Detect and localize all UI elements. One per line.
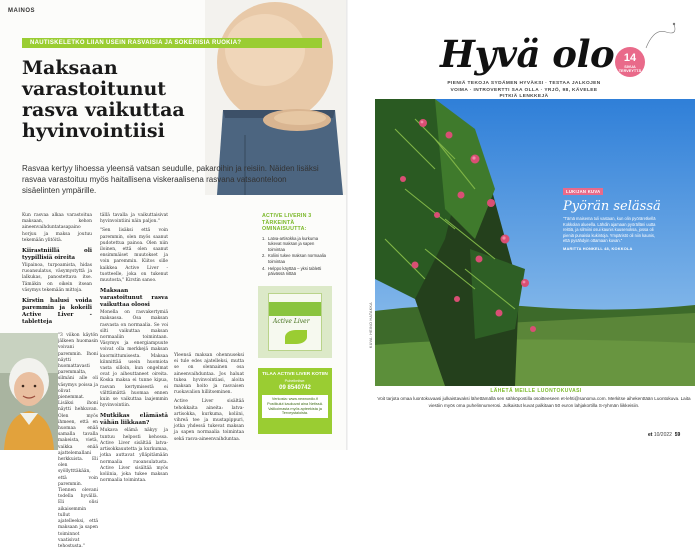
feature-item: 1. Latva-artisokka ja kurkuma tukevat maksan ja sapen toimintaa [262, 235, 319, 252]
order-note: Valikoimasta myös apteekista ja Terveystaloista. [268, 406, 322, 416]
story-title: Pyörän selässä [563, 199, 661, 214]
photo-credit: KUVA: HEINO HATAKKA [369, 302, 373, 348]
magazine-brand: et [648, 432, 653, 438]
section-label: MAINOS [8, 8, 35, 14]
body-column-3 [174, 213, 244, 442]
issue-number: 10/2022 [653, 432, 672, 438]
page-number: 59 [674, 432, 681, 438]
order-title: TILAA ACTIVE LIVER KOTIIN [262, 372, 328, 377]
body-paragraph: Monella on rasvakertymiä maksassa. Osa maksan rasvasta on normaalia. Se voi silti vaikuttaa maksan normaaliin toimintaan. Väsymys ja energiampuute voivat olla merkkejä maksan kuormittumisesta. Maksaa kiinnittää usein huomiota vasta silloin, kun ongelmat ovat jo aiheuttaneet oireita. Koska maksa ei tunne kipua, rasvan kertymisestä ei välttämättä huomaa ennen kuin se vaikuttaa laajemmin hyvinvointiin. [100, 310, 168, 409]
subheading: Kirstin halusi voida paremmin ja kokeili Active Liver -tabletteja [22, 298, 92, 326]
order-box [258, 368, 332, 434]
reader-photo-story [563, 180, 663, 251]
body-paragraph: tällä tavalla ja vaikuttaisivat hyvinvointiini näin paljon." [100, 213, 168, 225]
badge-text: SIVUA TERVEYTTÄ [618, 65, 642, 74]
testimonial-quote: "3 viikon käytön jälkeen huomasin voivani paremmin. Ihoni näytti huomattavasti paremmalta, silmäni alle oli väsymys poissa ja olivat pienemmat. Lisäksi ihoni näytti hehkuvan. Olen myös ihmeen, että en huomaa enää samalla tavalla makeista, vietä, vaikka enää ajattelemallani herkkuista. Eli olen syöllytttäkään, että voin paremmin. Tiennen olevani todella hyvällä. Eli olisi aikaisemmin tullut ajatelleeksi, että maksaan ja sapen toiminnot vaatisivat tehostusta." [58, 333, 98, 549]
pages-badge [615, 47, 645, 77]
order-subtitle: Puhelimitse: [284, 379, 306, 383]
body-paragraph: Yleensä maksan ohennuseksi ei tule edes ajatelleksi, mutta se on olennainen osa aineenvaihduntaa. Jos haluat tukea hyvinvointiasi, aloita maksan hoito ja rasvaisen ruokavalion hillitseminen. [174, 353, 244, 396]
order-note: Postikulut kaukuvat aina Netissä. [267, 401, 323, 406]
order-web-link[interactable]: Verkosta: www.newnordic.fi [271, 397, 319, 401]
feature-item: 2. Koliini tukee maksan normaalia toimintaa [262, 253, 326, 265]
body-paragraph: Active Liver sisältää tehokkaita aineita: latva-artisokka, kurkuma, koliini, vihreä tee ja mustapippuri, jotka yhdessä tukevat maksan ja sapen normaalia toimintaa sekä rasva-aineenvaihduntaa. [174, 399, 244, 442]
product-package [268, 293, 322, 351]
body-column-1 [22, 213, 92, 333]
body-paragraph: "Sen lisäksi että voin paremmin, olen myös saanut pudotettua painoa. Olen niin iloinen, että olen saanut ensimmäiset muutokset ja voin paremmin. Kiitos sille kaikkea Active Liver -tuotteelle, joka on tukenut muutosta," Kirstin sanoo. [100, 228, 168, 284]
body-column-1-quote [58, 333, 98, 549]
features-sidebar [262, 213, 332, 278]
product-image [258, 286, 332, 358]
feature-item: 4. Helppo käyttää – yksi tabletti päivässä riittää [262, 265, 322, 277]
subheading: Kiirastniillä oli tyypillisiä oireita [22, 248, 92, 262]
section-tagline: PIENIÄ TEKOJA SYDÄMEN HYVÄKSI · TESTAA JALKOJEN VOIMA · INTROVERTTI SAA OLLA · YRJÖ, 98, KÄVELEE PITKIÄ LENKKEJÄ [447, 81, 601, 99]
article-headline: Maksaan varastoitunut rasva vaikuttaa hyvinvointiisi [22, 57, 185, 142]
page-folio [648, 432, 680, 438]
body-column-2 [100, 213, 168, 484]
kicker-banner: NAUTISKELETKO LIIAN USEIN RASVAISIA JA SOKERISIA RUOKIA? [22, 38, 322, 48]
subheading: Maksaan varastoitunut rasva vaikuttaa oloosi [100, 288, 168, 309]
subheading: Mutkikas elämästä vähän liikkaan? [100, 413, 168, 427]
body-paragraph: Mukava elämä näkyy ja tuntuu helposti kehossa. Active Liver sisältää latva-artisokkauutetta ja kurkumaa, jotka auttavat ylläpitämään normaalia ruoansulatusta. Active Liver sisältää myös koliinia, joka tukee maksan normaalia toimintaa. [100, 428, 168, 484]
badge-number: 14 [623, 52, 637, 64]
order-phone[interactable]: 09 8540742 [279, 385, 311, 391]
testimonial-portrait [0, 333, 58, 450]
left-page [0, 0, 348, 549]
story-label: LUKIJAN KUVA [563, 188, 603, 195]
submission-title: LÄHETÄ MEILLE LUONTOKUVASI [490, 388, 582, 394]
decorative-line-icon [644, 18, 684, 58]
sidebar-title: ACTIVE LIVERIN 3 TÄRKEINTÄ OMINAISUUTTA: [262, 213, 312, 232]
article-lead: Rasvaa kertyy lihoessa yleensä vatsan seudulle, pakaroihin ja reisiin. Näiden lisäksi rasvaa varastoituu myös haitallisena viskeraalisena rasvana vatsaonteloon sisäelinten ympärille. [22, 164, 319, 195]
order-web-info [262, 395, 328, 418]
submission-text: Voit tarjota omaa luontokuvaasi julkaistavaksi lähettämällä sen sähköpostilla osoitteeseen et-lehti@sanoma.com. Merkitse aihekenttään Luontokuva. Laita viestiin myös oma puhelinnumerosi. Julkaistut kuvat palkitaan 50 euron lahjakortilla S-ryhmän liikkeisiin. [377, 396, 691, 408]
product-name: Active Liver [273, 318, 310, 325]
section-title: Hyvä olo [440, 32, 615, 76]
story-text: "Tämä maisema tuli vastaan, kun olin pyöräretkellä Kokkolan alueella. Lähdin ajamaan pyörälläni uutta reittiä, ja silmiini osui kaunis kuusenoksa, jossa oli pieniä punaisia kukintoja. Ympäristö oli niin kaunis, että pysähdyin ottamaan kuvan." [563, 216, 656, 244]
body-paragraph: Ylipainoa, turpoamista, hidas ruoansulatus, väsymystyttä ja lalkukas, panostettava itse. Tämäkin on oikein itsean väsymys tekemään mittoja. [22, 263, 92, 293]
body-intro: Kun rasvaa alkaa varastoitua maksaan, kehon aineenvaihduntatasapaino horjuu ja maksa joutuu tekemään ylitöitä. [22, 213, 92, 243]
features-list [262, 236, 332, 278]
leaf-icon [285, 330, 307, 344]
right-page [348, 0, 696, 450]
story-author: MARITTA HONKELL 48, KOKKOLA [563, 245, 633, 251]
